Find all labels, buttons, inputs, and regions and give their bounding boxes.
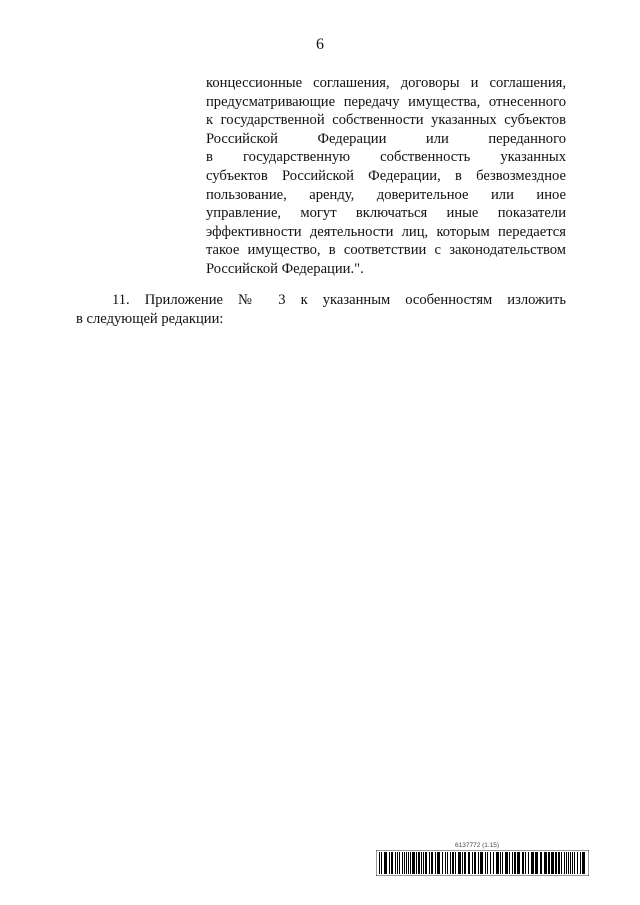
barcode-bar [447,852,448,874]
quote-line: предусматривающие передачу имущества, отнесенного [206,93,566,110]
barcode-bar [423,852,424,874]
barcode-bar [570,852,571,874]
barcode-bar [410,852,411,874]
barcode-bar [490,852,491,874]
barcode-bar [445,852,446,874]
barcode-bar [395,852,396,874]
barcode-bar [429,852,430,874]
barcode-bar [514,852,516,874]
barcode-bar [389,852,390,874]
barcode-bar [478,852,479,874]
barcode-bar [544,852,547,874]
barcode-bar [474,852,476,874]
barcode-bar [472,852,473,874]
barcode-bar [551,852,554,874]
barcode-bar [431,852,433,874]
barcode-bar [531,852,534,874]
barcode-bar [548,852,550,874]
barcode-bar [468,852,470,874]
barcode-bar [402,852,403,874]
barcode-bar [399,852,400,874]
barcode-bar [412,852,415,874]
paragraph-11-line-2: в следующей редакции: [76,311,224,327]
quote-line: к государственной собственности указанных субъектов [206,112,566,129]
quote-line: концессионные соглашения, договоры и соглашения, [206,75,566,91]
barcode-bar [493,852,494,874]
barcode-bar [558,852,560,874]
barcode-image [376,850,589,876]
barcode-bar [540,852,542,874]
barcode-bar [574,852,575,874]
barcode-bar [379,852,380,874]
barcode-bar [462,852,463,874]
barcode-bar [572,852,573,874]
quote-line: эффективности деятельности лиц, которым передается [206,223,566,240]
barcode-bar [480,852,483,874]
barcode-bar [522,852,524,874]
barcode-bar [561,852,562,874]
quote-line: субъектов Российской Федерации, в безвозмездное [206,167,566,184]
paragraph-11-line-1: 11. Приложение № 3 к указанным особенностям изложить [112,292,566,308]
barcode-bar [425,852,427,874]
barcode-bar [564,852,565,874]
barcode-bar [397,852,398,874]
barcode-bar [418,852,420,874]
barcode-bar [505,852,508,874]
barcode-bar [421,852,422,874]
barcode-bar [391,852,393,874]
barcode-bars [379,852,585,874]
barcode-bar [517,852,520,874]
barcode-bar [381,852,382,874]
barcode-bar [500,852,501,874]
quote-line: пользование, аренду, доверительное или иное [206,186,566,203]
barcode-bar [528,852,529,874]
barcode-bar [408,852,409,874]
barcode-bar [442,852,443,874]
quote-line-last: Российской Федерации.". [206,260,364,277]
barcode-bar [458,852,461,874]
barcode-bar [577,852,578,874]
document-code: 6137772 (1.15) [455,842,500,849]
barcode-bar [404,852,405,874]
barcode-bar [566,852,567,874]
barcode-bar [485,852,486,874]
barcode-bar [464,852,466,874]
barcode-bar [455,852,456,874]
quoted-amendment-block [206,74,566,279]
quote-line: такое имущество, в соответствии с законодательством [206,242,566,259]
barcode-bar [437,852,440,874]
barcode-bar [496,852,499,874]
barcode-bar [435,852,436,874]
barcode-bar [582,852,585,874]
barcode-bar [555,852,557,874]
barcode-bar [580,852,581,874]
barcode-bar [487,852,488,874]
barcode-bar [535,852,538,874]
page-number: 6 [316,36,324,53]
barcode-bar [568,852,569,874]
barcode-bar [416,852,417,874]
barcode-bar [512,852,513,874]
barcode-bar [502,852,503,874]
barcode-bar [509,852,510,874]
barcode-bar [450,852,451,874]
barcode-bar [525,852,526,874]
quote-line: управление, могут включаться иные показатели [206,205,566,222]
barcode-bar [384,852,387,874]
barcode-bar [406,852,407,874]
quote-line: Российской Федерации или переданного [206,130,566,147]
barcode-bar [452,852,454,874]
quote-line: в государственную собственность указанных [206,149,566,166]
